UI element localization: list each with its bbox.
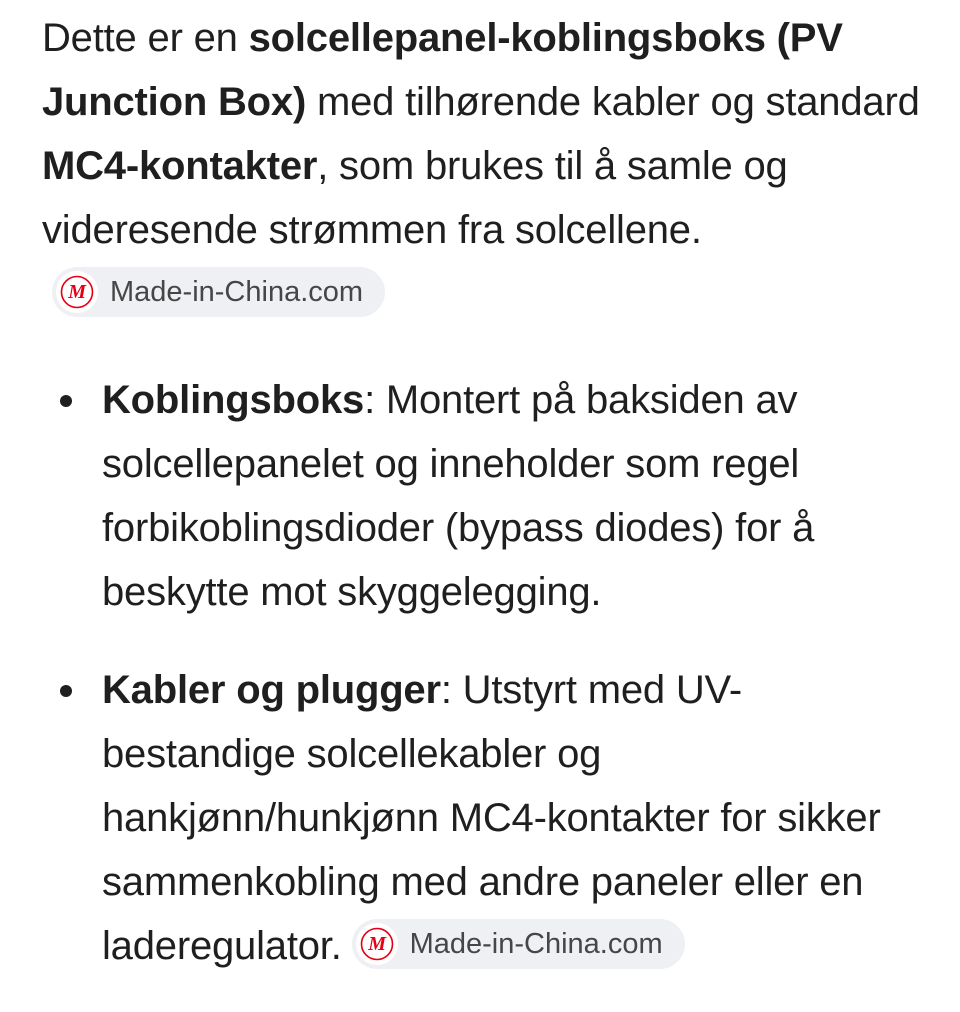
source-chip-label: Made-in-China.com — [110, 276, 364, 309]
list-item-text: : Utstyrt med UV-bestandige solcellekabler og hankjønn/hunkjønn MC4-kontakter for sikker sammenkobling med andre paneler eller en laderegulator. — [102, 668, 881, 968]
list-item-text: : Montert på baksiden av solcellepanelet og inneholder som regel forbikoblingsdioder (bypass diodes) for å beskytte mot skyggelegging. — [102, 378, 815, 614]
intro-bold-2: MC4-kontakter — [42, 144, 318, 188]
intro-text-1: Dette er en — [42, 16, 249, 60]
list-item — [42, 368, 922, 624]
intro-text-2: med tilhørende kabler og standard — [306, 80, 920, 124]
list-item — [42, 658, 922, 978]
source-chip[interactable] — [52, 267, 385, 317]
bullet-dot — [60, 395, 72, 407]
intro-bold-1: solcellepanel-koblingsboks (PV Junction Box) — [42, 16, 843, 124]
bullet-dot — [60, 685, 72, 697]
source-chip-label: Made-in-China.com — [409, 928, 663, 961]
intro-paragraph — [42, 6, 922, 326]
made-in-china-logo-icon — [56, 271, 98, 313]
list-item-title: Kabler og plugger — [102, 668, 441, 712]
response-content — [42, 6, 922, 1012]
made-in-china-logo-icon — [356, 923, 398, 965]
svg-text:M: M — [367, 933, 386, 956]
intro-text-3: , som brukes til å samle og videresende strømmen fra solcellene. — [42, 144, 788, 252]
svg-text:M: M — [68, 281, 86, 304]
source-chip[interactable] — [352, 919, 685, 969]
bullet-list — [42, 368, 922, 978]
list-item-title: Koblingsboks — [102, 378, 365, 422]
